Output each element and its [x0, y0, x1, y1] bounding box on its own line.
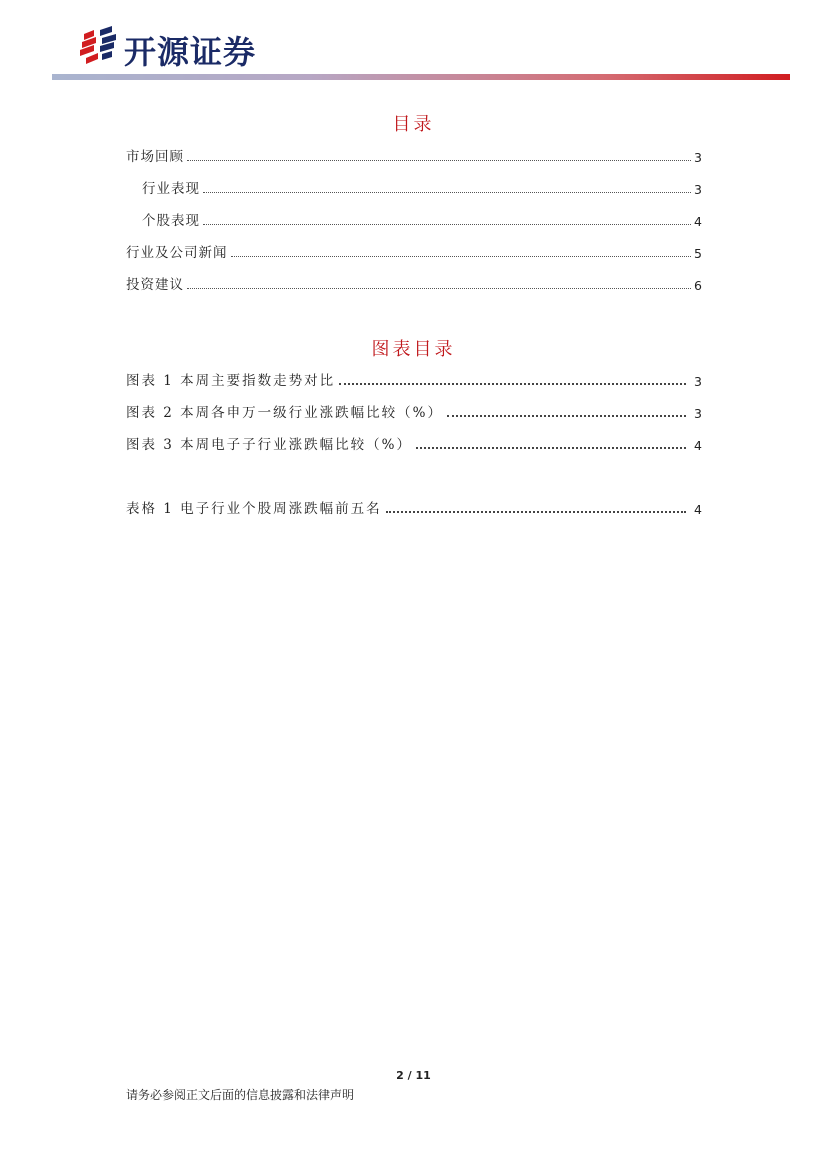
toc-entry-industry-news[interactable]: [126, 243, 702, 261]
dot-leader: [203, 192, 691, 193]
figure-entry-2[interactable]: [126, 403, 702, 421]
figure-entry-page: 3: [694, 406, 702, 421]
dot-leader: [187, 160, 691, 161]
dot-leader: [187, 288, 691, 289]
dot-leader: [416, 447, 686, 449]
figure-entry-page: 4: [694, 438, 702, 453]
toc-entry-label: 行业及公司新闻: [126, 245, 228, 261]
toc-entry-market-review[interactable]: [126, 147, 702, 165]
figure-entry-1[interactable]: [126, 371, 702, 389]
toc-entry-page: 6: [694, 278, 702, 293]
toc-entry-page: 3: [694, 150, 702, 165]
figure-entry-label: 图表 1 本周主要指数走势对比: [126, 373, 336, 389]
toc-entry-label: 行业表现: [142, 181, 200, 197]
page-number: 2 / 11: [396, 1069, 431, 1082]
dot-leader: [203, 224, 691, 225]
toc-entry-page: 5: [694, 246, 702, 261]
toc-entry-label: 市场回顾: [126, 149, 184, 165]
figure-entry-label: 图表 3 本周电子子行业涨跌幅比较（%）: [126, 437, 412, 453]
figure-entry-page: 3: [694, 374, 702, 389]
toc-title: 目录: [392, 114, 435, 135]
table-entry-1[interactable]: [126, 499, 702, 517]
dot-leader: [339, 383, 686, 385]
figure-entry-3[interactable]: [126, 435, 702, 453]
table-entry-page: 4: [694, 502, 702, 517]
header-divider: [52, 74, 790, 80]
toc-entry-label: 个股表现: [142, 213, 200, 229]
figure-entry-label: 图表 2 本周各申万一级行业涨跌幅比较（%）: [126, 405, 443, 421]
toc-entry-page: 4: [694, 214, 702, 229]
toc-entry-label: 投资建议: [126, 277, 184, 293]
legal-disclaimer: 请务必参阅正文后面的信息披露和法律声明: [126, 1088, 355, 1102]
toc-entry-industry-performance[interactable]: [142, 179, 702, 197]
figures-toc-title: 图表目录: [371, 339, 456, 360]
brand-name: 开源证券: [124, 33, 257, 71]
dot-leader: [386, 511, 686, 513]
dot-leader: [447, 415, 686, 417]
table-entry-label: 表格 1 电子行业个股周涨跌幅前五名: [126, 501, 382, 517]
page-header: [0, 0, 827, 90]
toc-entry-investment-advice[interactable]: [126, 275, 702, 293]
dot-leader: [231, 256, 692, 257]
kaiyuan-logo-icon: [78, 26, 118, 68]
toc-entry-page: 3: [694, 182, 702, 197]
toc-entry-stock-performance[interactable]: [142, 211, 702, 229]
